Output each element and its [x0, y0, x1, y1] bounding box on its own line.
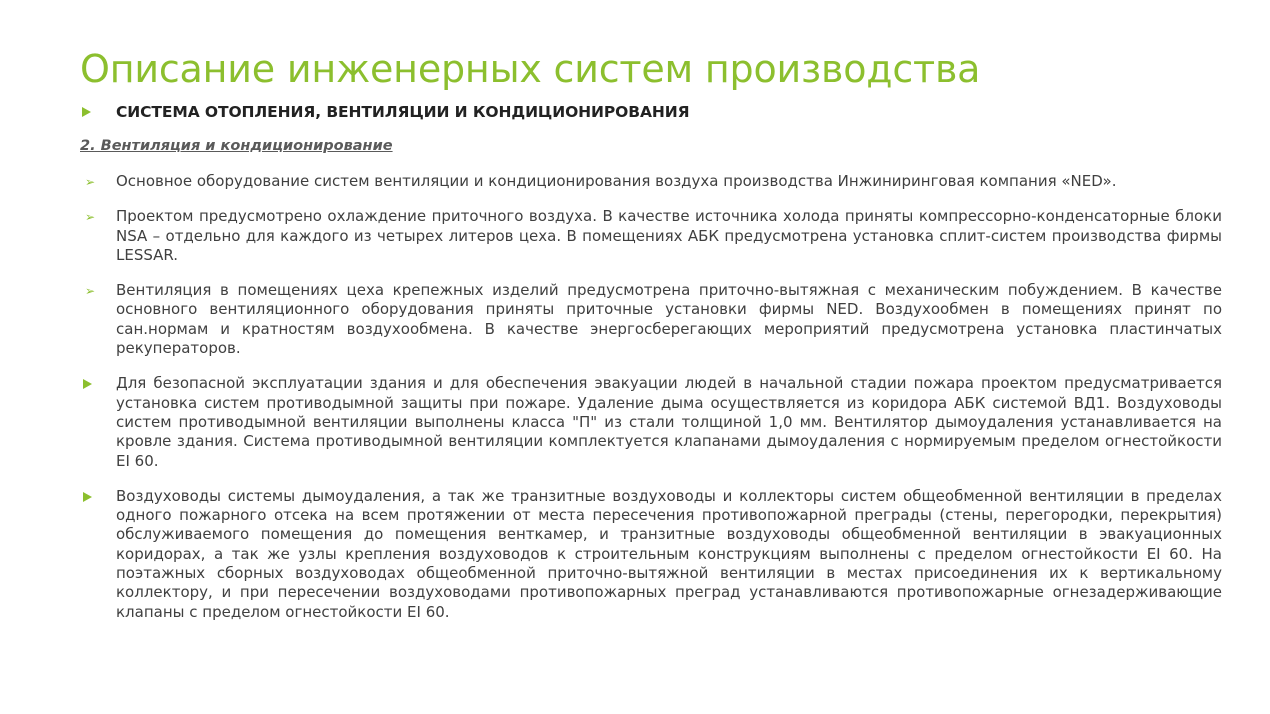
list-item-text: Воздуховоды системы дымоудаления, а так же транзитные воздуховоды и коллекторы систем общеобменной вентиляции в пределах одного пожарного отсека на всем протяжении от места пересечения противопожарной преграды (стены, перегородки, перекрытия) обслуживаемого помещения до помещения венткамер, и транзитные воздуховоды общеобменной вентиляции в эвакуационных коридорах, а так же узлы крепления воздуховодов к строительным конструкциям выполнены с пределом огнестойкости EI 60. На поэтажных сборных воздуховодах общеобменной приточно-вытяжной вентиляции в местах присоединения их к вертикальному коллектору, и при пересечении воздуховодами противопожарных преград устанавливаются противопожарные огнезадерживающие клапаны с пределом огнестойкости EI 60.: [116, 486, 1222, 621]
list-item-text: Проектом предусмотрено охлаждение приточного воздуха. В качестве источника холода приняты компрессорно-конденсаторные блоки NSA – отдельно для каждого из четырех литеров цеха. В помещениях АБК предусмотрена установка сплит-систем производства фирмы LESSAR.: [116, 207, 1222, 264]
arrow-bullet-icon: ➢: [84, 175, 96, 189]
list-item: [80, 487, 1222, 622]
triangle-bullet-icon: [82, 107, 91, 117]
list-item-text: Вентиляция в помещениях цеха крепежных изделий предусмотрена приточно-вытяжная с механическим побуждением. В качестве основного вентиляционного оборудования приняты приточные установки фирмы NED. Воздухообмен в помещениях принят по сан.нормам и кратностям воздухообмена. В качестве энергосберегающих мероприятий предусмотрена установка пластинчатых рекуператоров.: [116, 281, 1222, 358]
triangle-bullet-icon: [83, 379, 92, 389]
section-heading-text: СИСТЕМА ОТОПЛЕНИЯ, ВЕНТИЛЯЦИИ И КОНДИЦИОНИРОВАНИЯ: [116, 103, 690, 121]
arrow-bullet-icon: ➢: [84, 284, 96, 299]
list-item-text: Основное оборудование систем вентиляции и кондиционирования воздуха производства Инжиниринговая компания «NED».: [116, 172, 1117, 190]
list-item: [80, 207, 1222, 265]
list-item: [80, 374, 1222, 470]
list-item: [80, 172, 1222, 191]
bullet-list: [80, 172, 1222, 638]
slide-title: Описание инженерных систем производства: [80, 47, 981, 91]
triangle-bullet-icon: [83, 492, 92, 502]
subheading: 2. Вентиляция и кондиционирование: [80, 138, 393, 154]
list-item: [80, 281, 1222, 358]
arrow-bullet-icon: ➢: [84, 210, 96, 225]
section-heading: [82, 103, 689, 121]
list-item-text: Для безопасной эксплуатации здания и для обеспечения эвакуации людей в начальной стадии пожара проектом предусматривается установка систем противодымной защиты при пожаре. Удаление дыма осуществляется из коридора АБК системой ВД1. Воздуховоды систем противодымной вентиляции выполнены класса "П" из стали толщиной 1,0 мм. Вентилятор дымоудаления устанавливается на кровле здания. Система противодымной вентиляции комплектуется клапанами дымоудаления с нормируемым пределом огнестойкости EI 60.: [116, 374, 1222, 470]
